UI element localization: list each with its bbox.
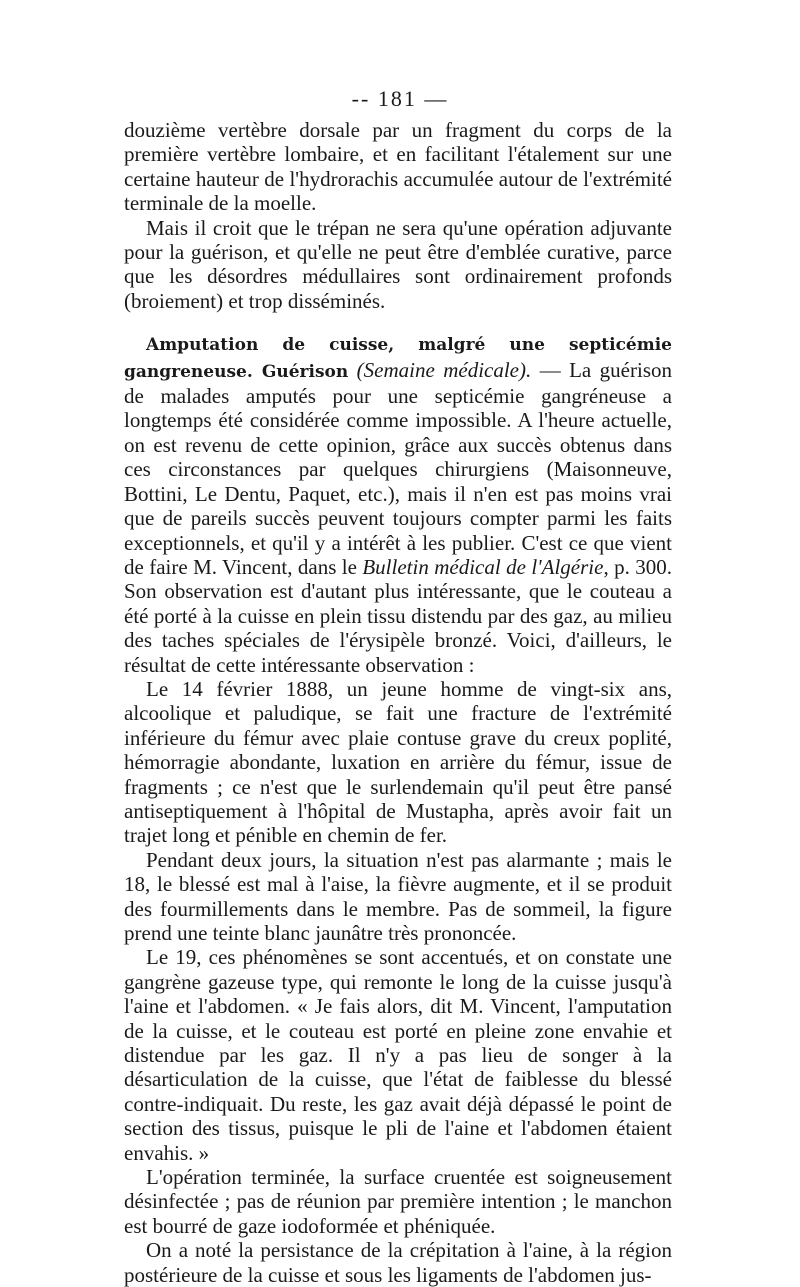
- section-source: (Semaine médicale).: [356, 357, 532, 382]
- paragraph-gangrene: Le 19, ces phénomènes se sont accentués, et on constate une gangrène gazeuse type, qui remonte le long de la cuisse jusqu'à l'aine et l'abdomen. « Je fais alors, dit M. Vincent, l'amputation de la cuisse, et le couteau est porté en pleine zone envahie et distendue par les gaz. Il n'y a pas lieu de songer à la désarticulation de la cuisse, que l'état de faiblesse du blessé contre-indiquait. Du reste, les gaz avait déjà dépassé le point de section des tissus, puisque le pli de l'aine et l'abdomen étaient envahis. »: [124, 945, 672, 1165]
- paragraph-amputation: [124, 331, 672, 677]
- journal-title: Bulletin médical de l'Algérie: [362, 554, 604, 579]
- paragraph-amputation-intro: — La guérison de malades amputés pour une septicémie gangréneuse a longtemps été considérée comme impossible. A l'heure actuelle, on est revenu de cette opinion, grâce aux succès obtenus dans ces circonstances par quelques chirurgiens (Maisonneuve, Bottini, Le Dentu, Paquet, etc.), mais il n'en est pas moins vrai que de pareils succès peuvent toujours compter parmi les faits exceptionnels, et qu'il y a intérêt à les publier. C'est ce que vient de faire M. Vincent, dans le: [124, 357, 672, 579]
- section-heading: Amputation de cuisse, malgré une septicémie gangreneuse. Guérison: [124, 335, 672, 382]
- paragraph-continuation: douzième vertèbre dorsale par un fragment du corps de la première vertèbre lombaire, et en facilitant l'étalement sur une certaine hauteur de l'hydrorachis accumulée autour de l'extrémité terminale de la moelle.: [124, 118, 672, 216]
- body-text: [124, 118, 672, 1287]
- paragraph-two-days: Pendant deux jours, la situation n'est pas alarmante ; mais le 18, le blessé est mal à l'aise, la fièvre augmente, et il se produit des fourmillements dans le membre. Pas de sommeil, la figure prend une teinte blanc jaunâtre très prononcée.: [124, 847, 672, 945]
- paragraph-amputation-rest: , p. 300. Son observation est d'autant plus intéressante, que le couteau a été porté à la cuisse en plein tissu distendu par des gaz, au milieu des taches spéciales de l'érysipèle bronzé. Voici, d'ailleurs, le résultat de cette intéressante observation :: [124, 554, 673, 677]
- page-number: -- 181 —: [351, 86, 449, 111]
- paragraph-trepan: Mais il croit que le trépan ne sera qu'une opération adjuvante pour la guérison, et qu'elle ne peut être d'emblée curative, parce que les désordres médullaires sont ordinairement profonds (broiement) et trop disséminés.: [124, 215, 672, 313]
- paragraph-case-history: Le 14 février 1888, un jeune homme de vingt-six ans, alcoolique et paludique, se fait une fracture de l'extrémité inférieure du fémur avec plaie contuse grave du creux poplité, hémorragie abondante, luxation en arrière du fémur, issue de fragments ; ce n'est que le surlendemain qu'il peut être pansé antiseptiquement à l'hôpital de Mustapha, après avoir fait un trajet long et pénible en chemin de fer.: [124, 676, 672, 848]
- paragraph-crepitation: On a noté la persistance de la crépitation à l'aine, à la région postérieure de la cuisse et sous les ligaments de l'abdomen jus-: [124, 1238, 672, 1287]
- paragraph-operation: L'opération terminée, la surface cruentée est soigneusement désinfectée ; pas de réunion par première intention ; le manchon est bourré de gaze iodoformée et phéniquée.: [124, 1165, 672, 1238]
